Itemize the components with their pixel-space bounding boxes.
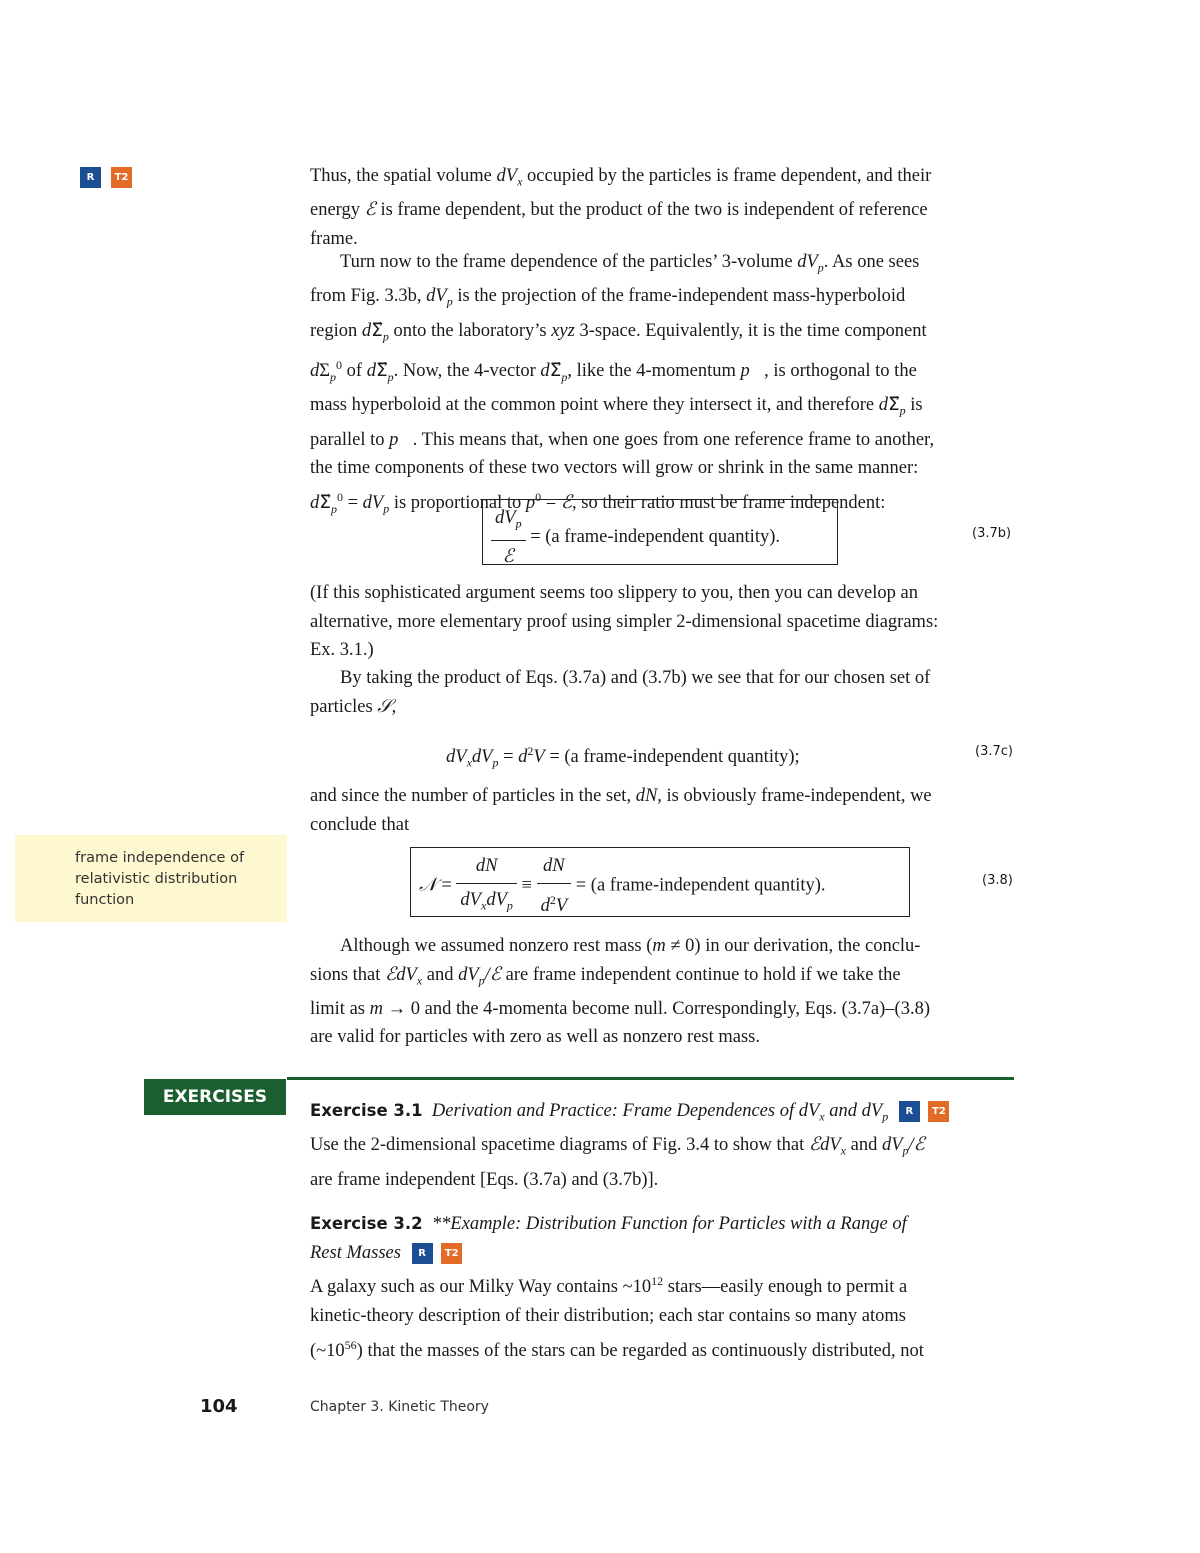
equation-3-7c: $dV_xdV_p = d^2V = (a$ frame-independent quantity); xyxy=(446,744,800,770)
p6-line-4: are valid for particles with zero as well as nonzero rest mass. xyxy=(310,1027,760,1048)
p3-line-3: Ex. 3.1.) xyxy=(310,640,374,661)
p1-line-2: energy ℰ is frame dependent, but the product of the two is independent of reference xyxy=(310,200,928,221)
equation-number-3-7c: (3.7c) xyxy=(975,744,1013,759)
margin-note-line-1: frame independence of xyxy=(75,850,245,866)
paragraph-3 xyxy=(310,579,938,665)
exercise-3-1-label: Exercise 3.1 xyxy=(310,1101,423,1120)
exercise-3-2-title-2: Rest Masses R T2 xyxy=(310,1239,924,1268)
p4-line-2: particles 𝒮, xyxy=(310,696,397,717)
p2-line-3: region $d\Sigma⃗_p$ onto the laboratory’s xyz 3-space. Equivalently, it is the time component xyxy=(310,320,927,344)
margin-note-line-3: function xyxy=(75,892,135,908)
p1-line-1: Thus, the spatial volume $dV_x$ occupied by the particles is frame dependent, and their xyxy=(310,166,932,189)
margin-note xyxy=(15,835,287,922)
p5-line-2: conclude that xyxy=(310,814,410,835)
exercise-3-2-label: Exercise 3.2 xyxy=(310,1214,423,1233)
p3-line-1: (If this sophisticated argument seems too slippery to you, then you can develop an xyxy=(310,583,918,603)
exercise-3-1-body-2: are frame independent [Eqs. (3.7a) and (3.7b)]. xyxy=(310,1169,659,1190)
exercise-3-1-title: Exercise 3.1 Derivation and Practice: Frame Dependences of $dV_x$ and $dV_p$ R T2 xyxy=(310,1097,949,1131)
exercise-3-2-body-3: $(\sim 10^{56})$ that the masses of the stars can be regarded as continuously distributed, not xyxy=(310,1337,924,1361)
eq-3-7b-fraction: $\frac{dV_p}{\text{ℰ}}$ xyxy=(491,504,526,572)
p2-line-5: mass hyperboloid at the common point where they intersect it, and therefore $d\Sigma⃗_p$ is xyxy=(310,395,923,418)
p6-line-3: limit as m → 0 and the 4-momenta become null. Correspondingly, Eqs. (3.7a)–(3.8) xyxy=(310,998,930,1019)
exercises-rule xyxy=(287,1077,1014,1080)
exercise-3-2-body-2: kinetic-theory description of their distribution; each star contains so many atoms xyxy=(310,1305,906,1326)
p6-line-1: Although we assumed nonzero rest mass (m ≠ 0) in our derivation, the conclu- xyxy=(340,936,921,956)
paragraph-2 xyxy=(310,248,934,523)
exercise-3-1-r-icon: R xyxy=(899,1101,920,1122)
p1-line-3: frame. xyxy=(310,228,358,249)
p6-line-2: sions that ℰdV$_x$ and $dV_p/ℰ$ are frame independent continue to hold if we take the xyxy=(310,964,901,988)
eq-3-8-fraction-2: $\frac{dN}{d^2V}$ xyxy=(537,852,572,920)
page-number: 104 xyxy=(200,1396,238,1417)
equation-number-3-7b: (3.7b) xyxy=(972,526,1012,541)
top-badges xyxy=(80,167,132,188)
exercise-3-2 xyxy=(310,1210,924,1365)
p2-line-1: Turn now to the frame dependence of the particles’ 3-volume $dV_p$. As one sees xyxy=(340,252,920,275)
paragraph-6 xyxy=(310,932,930,1052)
p2-line-7: the time components of these two vectors will grow or shrink in the same manner: xyxy=(310,458,919,479)
paragraph-5 xyxy=(310,782,932,839)
exercise-3-2-t2-icon: T2 xyxy=(441,1243,462,1264)
p5-line-1: and since the number of particles in the set, dN, is obviously frame-independent, we xyxy=(310,786,932,806)
paragraph-4 xyxy=(310,664,930,721)
p2-line-2: from Fig. 3.3b, $dV_p$ is the projection of the frame-independent mass-hyperboloid xyxy=(310,286,906,309)
margin-note-line-2: relativistic distribution xyxy=(75,871,238,887)
p4-line-1: By taking the product of Eqs. (3.7a) and (3.7b) we see that for our chosen set of xyxy=(340,668,931,688)
exercise-3-1-body-1: Use the 2-dimensional spacetime diagrams of Fig. 3.4 to show that ℰdV$_x$ and $dV_p/ℰ$ xyxy=(310,1135,925,1158)
exercise-3-1 xyxy=(310,1097,949,1194)
p2-line-6: parallel to p⃗. This means that, when one goes from one reference frame to another, xyxy=(310,429,935,450)
p2-line-4: $d\Sigma_p^0$ of $d\Sigma⃗_p$. Now, the 4-vector $d\Sigma⃗_p$, like the 4-momentum p⃗, is orthogonal to the xyxy=(310,357,917,384)
exercise-3-2-r-icon: R xyxy=(412,1243,433,1264)
equation-3-8: 𝒩 = $\frac{dN}{dV_xdV_p}$ ≡ $\frac{dN}{d^2V}$ = (a frame-independent quantity). xyxy=(410,847,910,917)
chapter-title: Chapter 3. Kinetic Theory xyxy=(310,1399,489,1415)
track-t2-icon: T2 xyxy=(111,167,132,188)
paragraph-1 xyxy=(310,162,931,253)
equation-3-7b: $\frac{dV_p}{\text{ℰ}}$ = (a frame-independent quantity). xyxy=(482,499,838,565)
eq-3-8-fraction-1: $\frac{dN}{dV_xdV_p}$ xyxy=(456,852,516,920)
p3-line-2: alternative, more elementary proof using simpler 2-dimensional spacetime diagrams: xyxy=(310,611,939,632)
equation-number-3-8: (3.8) xyxy=(982,873,1013,888)
exercises-label: EXERCISES xyxy=(144,1079,286,1115)
track-r-icon: R xyxy=(80,167,101,188)
exercise-3-2-body-1: A galaxy such as our Milky Way contains $\sim 10^{12}$ stars—easily enough to permit a xyxy=(310,1274,908,1298)
exercise-3-2-title-1: Exercise 3.2 **Example: Distribution Function for Particles with a Range of xyxy=(310,1214,907,1234)
exercise-3-1-t2-icon: T2 xyxy=(928,1101,949,1122)
p2-line-8: $d\Sigma⃗_p^0 = dV_p$ is proportional to $p^0$ = ℰ, so their ratio must be frame independent: xyxy=(310,489,886,516)
